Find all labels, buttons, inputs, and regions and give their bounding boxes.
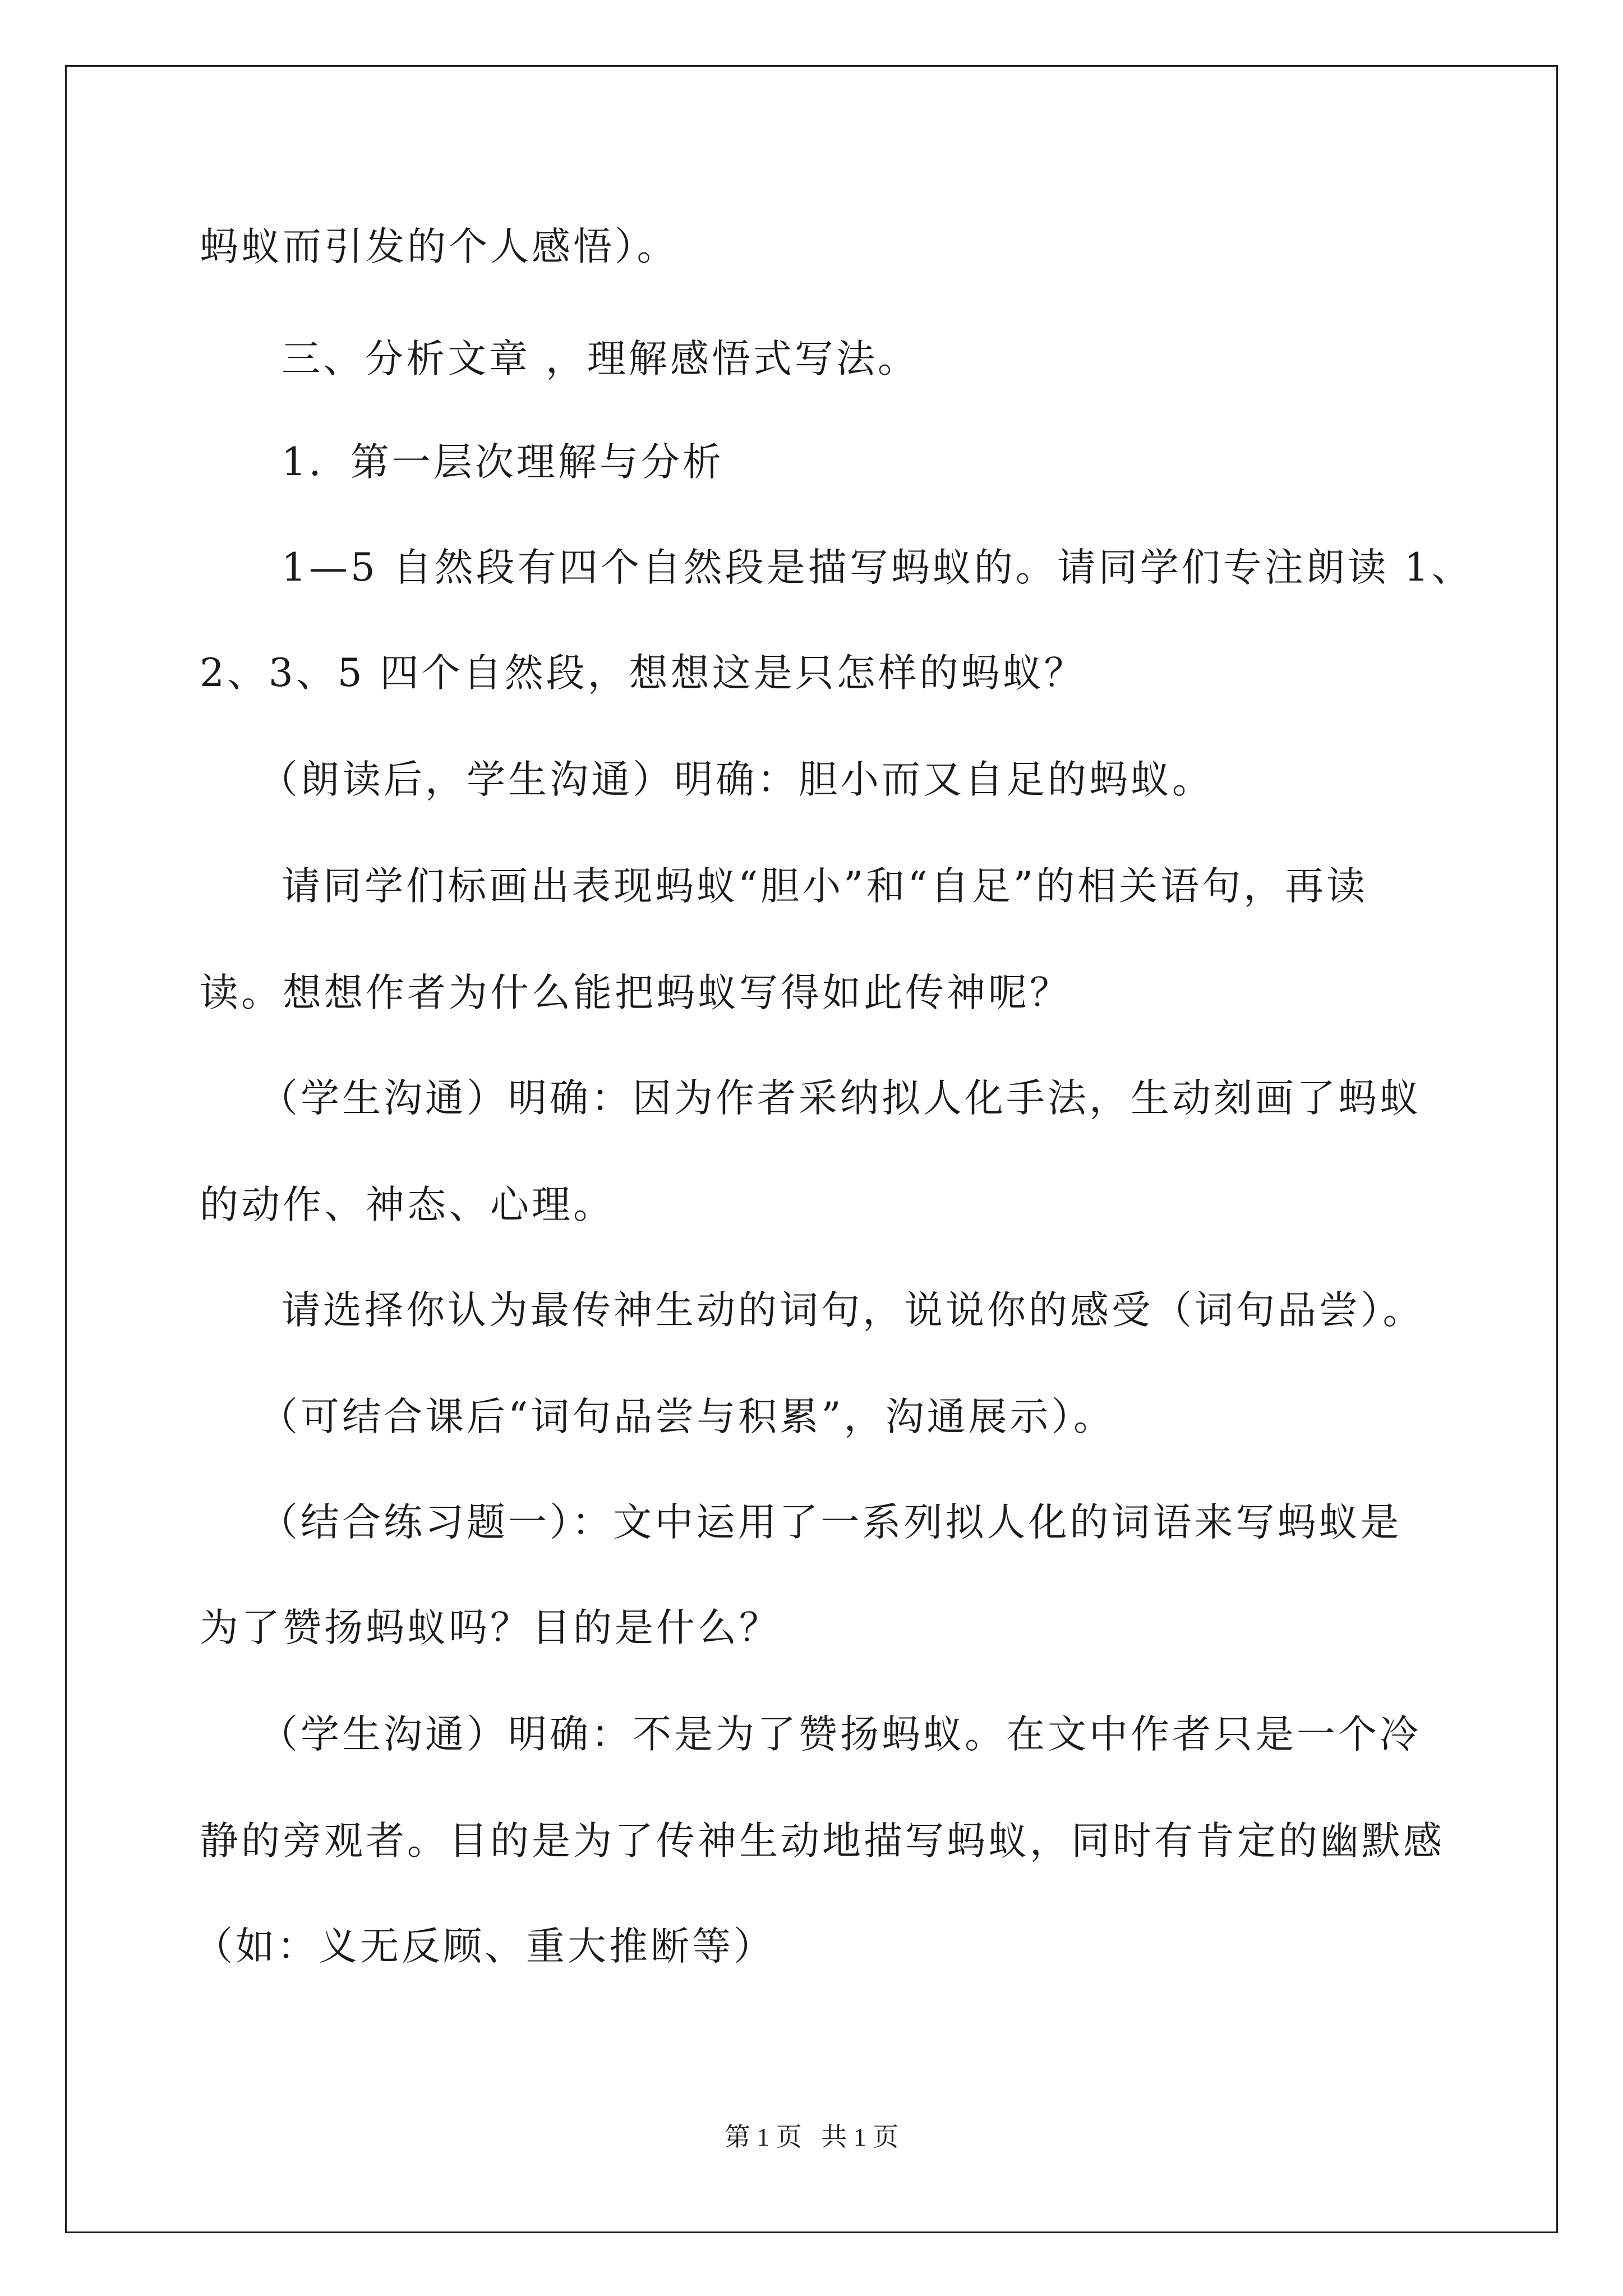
text-line: 的动作、神态、心理。 xyxy=(200,1182,615,1227)
text-line: 1．第一层次理解与分析 xyxy=(282,440,724,485)
text-line: （学生沟通）明确：不是为了赞扬蚂蚁。在文中作者只是一个冷 xyxy=(259,1712,1421,1757)
text-line: 为了赞扬蚂蚁吗？目的是什么？ xyxy=(200,1605,781,1650)
text-line: 静的旁观者。目的是为了传神生动地描写蚂蚁，同时有肯定的幽默感 xyxy=(200,1819,1445,1864)
page-number-footer: 第 1 页 共 1 页 xyxy=(724,2123,899,2151)
text-line: 三、分析文章 ，理解感悟式写法。 xyxy=(282,337,919,381)
text-line: （结合练习题一）：文中运用了一系列拟人化的词语来写蚂蚁是 xyxy=(259,1500,1402,1545)
text-line: 请选择你认为最传神生动的词句，说说你的感受（词句品尝）。 xyxy=(282,1288,1424,1333)
text-line: 1—5 自然段有四个自然段是描写蚂蚁的。请同学们专注朗读 1、 xyxy=(282,545,1473,590)
text-line: （可结合课后“词句品尝与积累”，沟通展示）。 xyxy=(259,1395,1115,1439)
text-line: （如：义无反顾、重大推断等） xyxy=(194,1924,775,1969)
text-line: （学生沟通）明确：因为作者采纳拟人化手法，生动刻画了蚂蚁 xyxy=(259,1076,1421,1121)
text-line: 读。想想作者为什么能把蚂蚁写得如此传神呢？ xyxy=(200,970,1071,1015)
text-line: 2、3、5 四个自然段，想想这是只怎样的蚂蚁？ xyxy=(200,651,1086,696)
text-line: （朗读后，学生沟通）明确：胆小而又自足的蚂蚁。 xyxy=(259,757,1214,802)
text-line: 请同学们标画出表现蚂蚁“胆小”和“自足”的相关语句，再读 xyxy=(282,864,1368,909)
text-line: 蚂蚁而引发的个人感悟）。 xyxy=(200,224,679,269)
page-border xyxy=(65,65,1558,2233)
